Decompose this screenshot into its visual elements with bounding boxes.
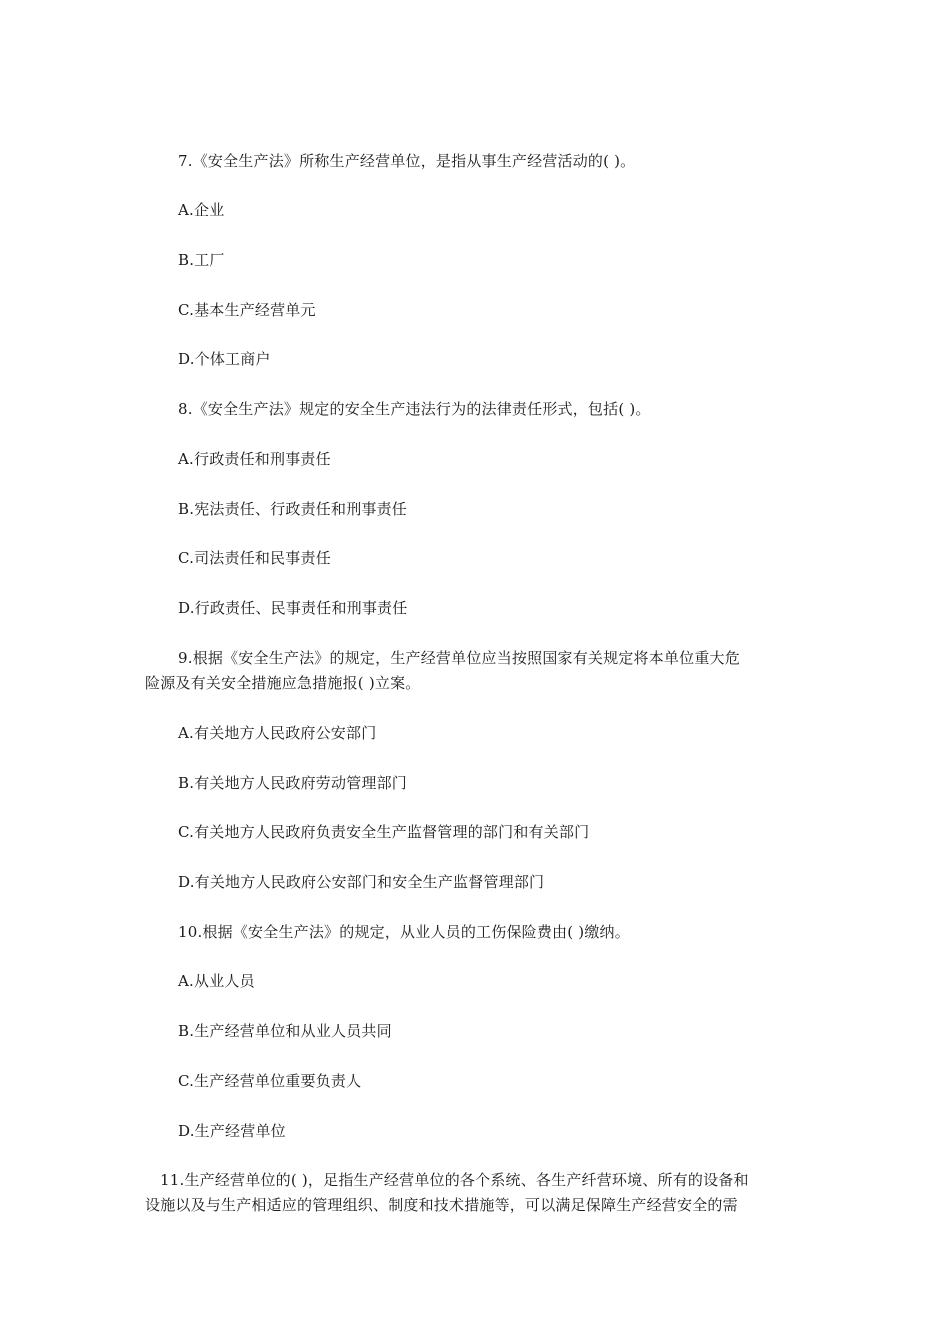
question-10-option-d: D.生产经营单位	[178, 1122, 286, 1140]
question-11-stem-line-2: 设施以及与生产相适应的管理组织、制度和技术措施等，可以满足保障生产经营安全的需	[145, 1196, 738, 1214]
question-8-option-c: C.司法责任和民事责任	[178, 549, 331, 567]
question-9-option-a: A.有关地方人民政府公安部门	[178, 724, 377, 742]
question-8-option-d: D.行政责任、民事责任和刑事责任	[178, 599, 408, 617]
question-9-option-b: B.有关地方人民政府劳动管理部门	[178, 774, 407, 792]
question-11-stem-line-1: 11.生产经营单位的( )，足指生产经营单位的各个系统、各生产纤营环境、所有的设备和	[160, 1171, 749, 1189]
question-10-option-a: A.从业人员	[178, 972, 255, 990]
question-7-option-a: A.企业	[178, 201, 225, 219]
question-7-option-c: C.基本生产经营单元	[178, 301, 316, 319]
question-7-option-b: B.工厂	[178, 251, 225, 269]
question-7-option-d: D.个体工商户	[178, 350, 271, 368]
question-9-stem-line-1: 9.根据《安全生产法》的规定，生产经营单位应当按照国家有关规定将本单位重大危	[178, 649, 740, 667]
question-9-option-d: D.有关地方人民政府公安部门和安全生产监督管理部门	[178, 873, 545, 891]
question-7-stem: 7.《安全生产法》所称生产经营单位，是指从事生产经营活动的( )。	[178, 152, 636, 170]
question-10-option-c: C.生产经营单位重要负责人	[178, 1072, 362, 1090]
question-8-option-b: B.宪法责任、行政责任和刑事责任	[178, 500, 407, 518]
question-8-option-a: A.行政责任和刑事责任	[178, 450, 331, 468]
question-9-option-c: C.有关地方人民政府负责安全生产监督管理的部门和有关部门	[178, 823, 590, 841]
question-10-stem: 10.根据《安全生产法》的规定，从业人员的工伤保险费由( )缴纳。	[178, 923, 630, 941]
question-9-stem-line-2: 险源及有关安全措施应急措施报( )立案。	[145, 674, 421, 692]
question-10-option-b: B.生产经营单位和从业人员共同	[178, 1022, 392, 1040]
question-8-stem: 8.《安全生产法》规定的安全生产违法行为的法律责任形式，包括( )。	[178, 400, 651, 418]
